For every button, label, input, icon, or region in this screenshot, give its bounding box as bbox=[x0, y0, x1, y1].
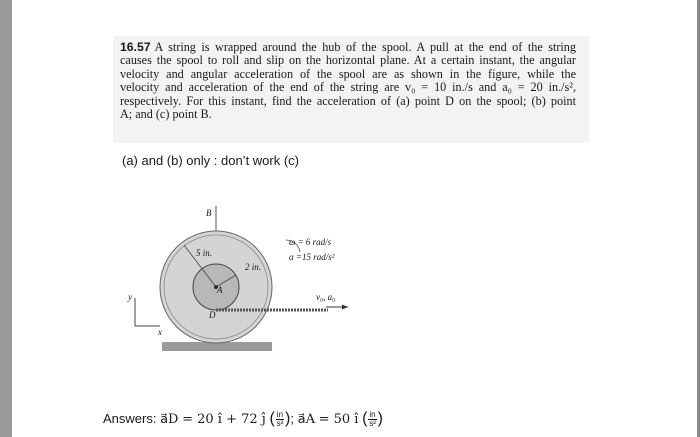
problem-line-1 bbox=[120, 41, 576, 54]
label-point-D: D bbox=[209, 310, 216, 320]
instruction-note: (a) and (b) only : don’t work (c) bbox=[122, 153, 300, 168]
label-point-A: A bbox=[217, 285, 223, 295]
label-omega: ω = 6 rad/s bbox=[289, 237, 332, 247]
problem-line-2: causes the spool to roll and slip on the horizontal plane. At a certain instant, the angular bbox=[120, 53, 576, 68]
problem-line-1-text: A string is wrapped around the hub of the spool. A pull at the end of the string bbox=[154, 40, 576, 54]
answer-aD-expression: = 20 î + 72 ĵ bbox=[182, 412, 266, 427]
answers-separator: ; bbox=[290, 411, 294, 426]
label-outer-radius: 5 in. bbox=[196, 248, 213, 258]
label-hub-radius: 2 in. bbox=[245, 262, 262, 272]
problem-line-3: velocity and angular acceleration of the spool are as shown in the figure, while the bbox=[120, 66, 576, 81]
answer-aD-unit: $\frac{in}{\text{s²}}$ bbox=[276, 410, 284, 429]
answers-line: Answers: a⃗D = 20 î + 72 ĵ ( $\frac{in}{\text{s²}}$ ); a⃗A = 50 î ( $\frac{in}{\text{s²}}$ ) bbox=[103, 410, 383, 429]
answer-aD-symbol: a⃗D bbox=[160, 412, 179, 427]
spool-figure bbox=[110, 198, 360, 358]
answer-aA-unit: $\frac{in}{\text{s²}}$ bbox=[369, 410, 376, 429]
problem-line-6: A; and (c) point B. bbox=[120, 107, 212, 122]
problem-statement bbox=[120, 41, 576, 121]
label-alpha: α =15 rad/s² bbox=[289, 252, 335, 262]
answer-aA-symbol: a⃗A bbox=[297, 412, 315, 427]
label-axis-x: x bbox=[158, 327, 162, 337]
answer-aA-expression: = 50 î bbox=[318, 412, 359, 427]
label-string-motion: v₀, a₀ bbox=[316, 292, 336, 302]
label-point-B: B bbox=[206, 208, 212, 218]
problem-line-4: velocity and acceleration of the end of the string are v₀ = 10 in./s and a₀ = 20 in./s², bbox=[120, 80, 576, 95]
problem-line-5: respectively. For this instant, find the acceleration of (a) point D on the spool; (b) point bbox=[120, 93, 576, 108]
label-axis-y: y bbox=[128, 292, 132, 302]
left-edge-bar bbox=[0, 0, 12, 437]
problem-number: 16.57 bbox=[120, 40, 151, 54]
string-arrow-head bbox=[342, 305, 348, 310]
answers-prefix: Answers: bbox=[103, 411, 157, 426]
